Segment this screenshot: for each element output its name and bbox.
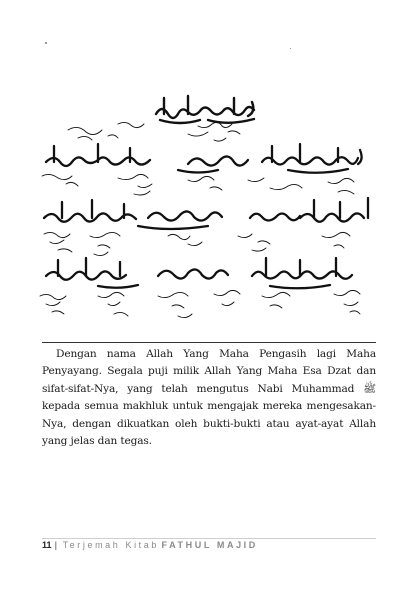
line2-stroke: [46, 144, 362, 173]
footer-book-prefix: Terjemah Kitab: [62, 540, 159, 550]
arabic-calligraphy-drawing: [38, 90, 382, 326]
footer-separator: |: [54, 540, 58, 550]
line4-annotations: [40, 290, 360, 317]
page-number: 11: [42, 540, 52, 550]
translation-divider: [42, 342, 376, 343]
line3-stroke: [44, 198, 368, 229]
scan-speck: [45, 42, 47, 44]
footer-divider: [42, 538, 376, 539]
line4-stroke: [46, 258, 352, 288]
line3-annotations: [44, 232, 350, 255]
translation-paragraph: Dengan nama Allah Yang Maha Pengasih lagi Maha Penyayang. Segala puji milik Allah Yang Maha Esa Dzat dan sifat-sifat-Nya, yang telah mengutus Nabi Muhammad ﷺ kepada semua makhluk untuk mengajak mereka mengesakan-Nya, dengan dikuatkan oleh bukti-bukti atau ayat-ayat Allah yang jelas dan tegas.: [42, 348, 376, 448]
basmala-annotations: [188, 122, 240, 141]
arabic-handwritten-text-image: [38, 90, 382, 326]
scan-speck: [290, 48, 291, 49]
basmala-stroke: [156, 96, 254, 123]
page-footer: [42, 540, 258, 550]
footer-book-title: FATHUL MAJID: [161, 540, 258, 550]
